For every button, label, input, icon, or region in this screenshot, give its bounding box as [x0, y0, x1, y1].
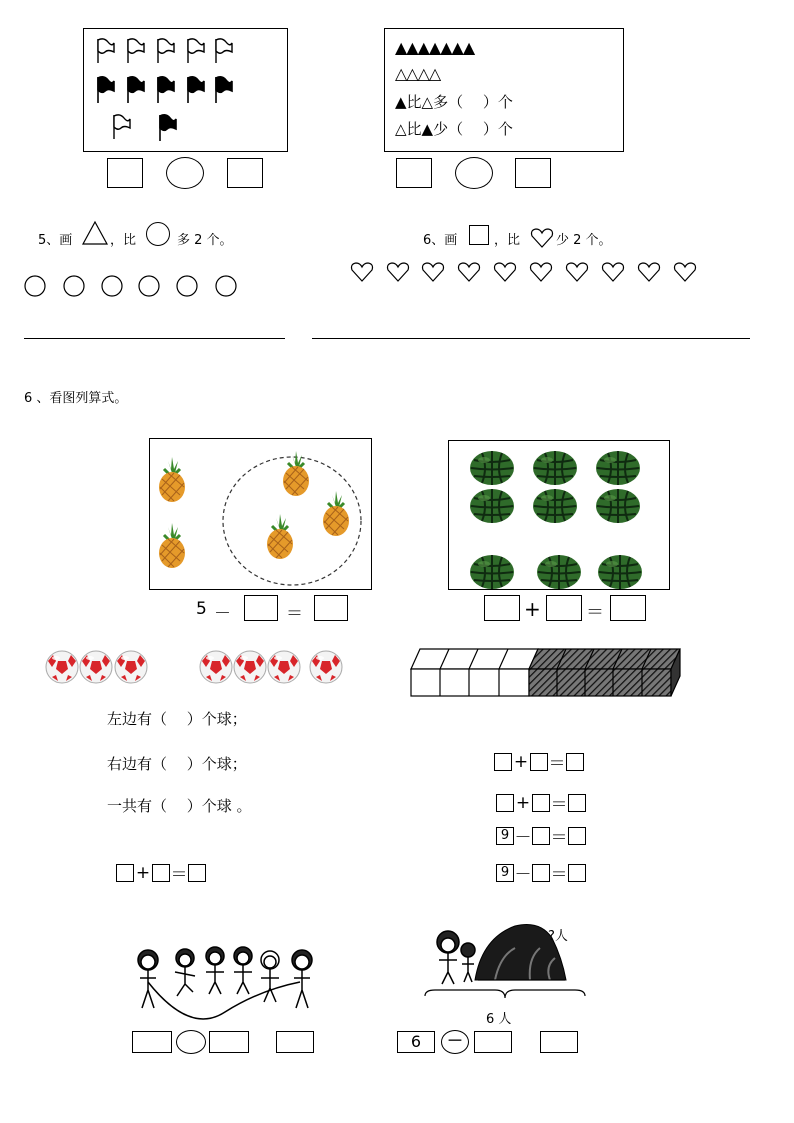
- watermelons-icon: [449, 441, 671, 591]
- plus-sign: +: [513, 751, 529, 772]
- flag-rows-icon: [84, 29, 289, 153]
- answer-box[interactable]: [494, 753, 512, 771]
- minus-circle: [441, 1030, 469, 1054]
- answer-box[interactable]: [152, 864, 170, 882]
- answer-box[interactable]: [610, 595, 646, 621]
- q6-suffix: 少 2 个。: [556, 233, 612, 248]
- answer-box[interactable]: [568, 864, 586, 882]
- answer-box[interactable]: [107, 158, 143, 188]
- answer-box[interactable]: [532, 864, 550, 882]
- cubes-icon: [410, 647, 685, 697]
- plus-sign: +: [515, 792, 531, 813]
- answer-line: [24, 338, 285, 339]
- answer-box[interactable]: [515, 158, 551, 188]
- triangle-line-3: ▲比△多（ ）个: [395, 93, 513, 111]
- given-number-box: 9: [496, 864, 514, 882]
- circles-row-icon: [24, 275, 244, 299]
- jump-rope-kids-icon: [130, 940, 320, 1020]
- equals-sign: ＝: [586, 602, 604, 623]
- answer-box[interactable]: [116, 864, 134, 882]
- minus-sign: －: [514, 865, 532, 885]
- cube-equation-2: [496, 790, 586, 815]
- answer-box[interactable]: [209, 1031, 249, 1053]
- equals-sign: ＝: [550, 865, 568, 885]
- q6-middle: ，比: [494, 233, 521, 248]
- answer-box[interactable]: [474, 1031, 512, 1053]
- pineapples-icon: [150, 439, 373, 591]
- cube-equation-4: [496, 860, 586, 885]
- answer-box[interactable]: [496, 794, 514, 812]
- answer-circle[interactable]: [455, 157, 493, 189]
- equals-sign: ＝: [170, 865, 188, 885]
- left-balls-question: 左边有（ ）个球；: [107, 710, 247, 728]
- minus-sign: －: [446, 1031, 463, 1050]
- q5-suffix: 多 2 个。: [177, 233, 233, 248]
- answer-box[interactable]: [276, 1031, 314, 1053]
- cube-equation-3: [496, 823, 586, 848]
- equals-sign: ＝: [550, 795, 568, 815]
- answer-box[interactable]: [314, 595, 348, 621]
- flags-box: [83, 28, 288, 152]
- given-number: 6: [410, 1032, 422, 1051]
- answer-box[interactable]: [132, 1031, 172, 1053]
- minus-sign: －: [514, 828, 532, 848]
- given-number-box: 9: [496, 827, 514, 845]
- answer-circle[interactable]: [166, 157, 204, 189]
- answer-box[interactable]: [546, 595, 582, 621]
- hearts-row-icon: [348, 261, 708, 285]
- answer-box[interactable]: [568, 827, 586, 845]
- minus-sign: －: [214, 604, 231, 624]
- answer-circle[interactable]: [176, 1030, 206, 1054]
- eq-number: 5: [196, 599, 207, 619]
- q5-middle: ，比: [110, 233, 137, 248]
- triangles-box: [384, 28, 624, 152]
- square-icon: [469, 225, 489, 245]
- section-title: 6 、看图列算式。: [24, 391, 128, 406]
- cube-equation-1: [494, 749, 584, 774]
- given-number-box: [397, 1031, 435, 1053]
- answer-box[interactable]: [484, 595, 520, 621]
- pineapple-picture: [149, 438, 372, 590]
- balls-equation: [116, 860, 206, 885]
- answer-box[interactable]: [540, 1031, 578, 1053]
- heart-icon: [530, 228, 554, 248]
- equals-sign: ＝: [548, 754, 566, 774]
- q6-prefix: 6、画: [423, 233, 458, 248]
- answer-box[interactable]: [532, 827, 550, 845]
- answer-box[interactable]: [188, 864, 206, 882]
- answer-box[interactable]: [244, 595, 278, 621]
- answer-box[interactable]: [227, 158, 263, 188]
- triangle-line-4: △比▲少（ ）个: [395, 120, 513, 138]
- soccer-balls-icon: [44, 647, 344, 687]
- watermelon-picture: [448, 440, 670, 590]
- equals-sign: ＝: [286, 604, 303, 624]
- answer-box[interactable]: [532, 794, 550, 812]
- answer-box[interactable]: [568, 794, 586, 812]
- answer-box[interactable]: [530, 753, 548, 771]
- triangle-line-2: △△△△: [395, 64, 441, 83]
- right-balls-question: 右边有（ ）个球；: [107, 755, 247, 773]
- question-label: ?人: [548, 929, 568, 944]
- triangle-line-1: ▲▲▲▲▲▲▲: [395, 38, 475, 57]
- plus-sign: +: [135, 862, 151, 883]
- circle-icon: [146, 222, 170, 246]
- answer-line: [312, 338, 750, 339]
- triangle-icon: [82, 221, 108, 245]
- plus-sign: +: [524, 597, 541, 621]
- total-label: 6 人: [486, 1012, 512, 1027]
- answer-box[interactable]: [396, 158, 432, 188]
- equals-sign: ＝: [550, 828, 568, 848]
- answer-box[interactable]: [566, 753, 584, 771]
- q5-prefix: 5、画: [38, 233, 73, 248]
- total-balls-question: 一共有（ ）个球 。: [107, 797, 252, 815]
